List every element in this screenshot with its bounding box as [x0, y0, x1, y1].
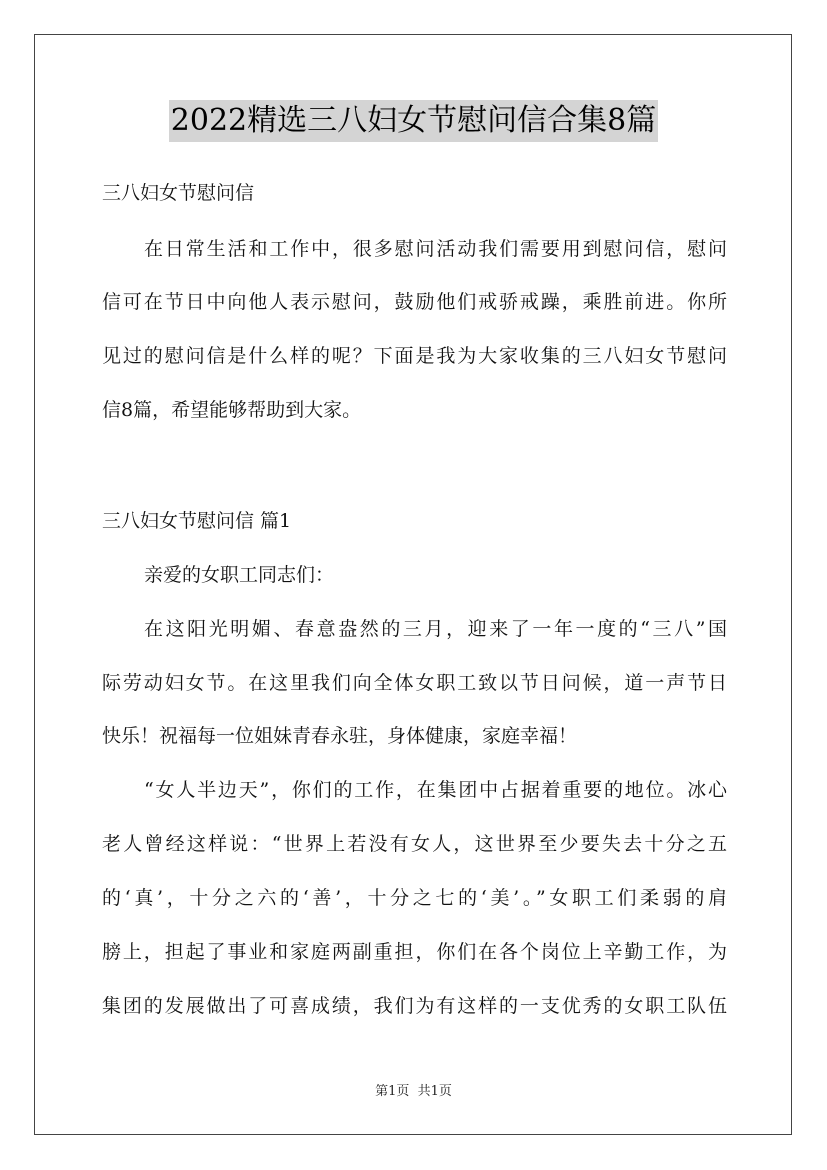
- intro-line: 在日常生活和工作中，很多慰问活动我们需要用到慰问信，慰问: [144, 238, 727, 260]
- section1-para2-line: 集团的发展做出了可喜成绩，我们为有这样的一支优秀的女职工队伍: [102, 995, 727, 1017]
- total-pages: 共1页: [417, 1084, 452, 1099]
- section1-para2-line: 膀上，担起了事业和家庭两副重担，你们在各个岗位上辛勤工作，为: [102, 941, 727, 963]
- document-title: [0, 100, 827, 142]
- section1-para2-line: 的‘真’，十分之六的‘善’，十分之七的‘美’。”女职工们柔弱的肩: [102, 887, 727, 909]
- section1-para1-line: 际劳动妇女节。在这里我们向全体女职工致以节日问候，道一声节日: [102, 672, 727, 694]
- document-title-text: 2022精选三八妇女节慰问信合集8篇: [169, 100, 658, 142]
- intro-line: 信8篇，希望能够帮助到大家。: [102, 399, 362, 421]
- intro-line: 信可在节日中向他人表示慰问，鼓励他们戒骄戒躁，乘胜前进。你所: [102, 291, 727, 313]
- section1-para1-line: 快乐！祝福每一位姐妹青春永驻，身体健康，家庭幸福！: [102, 725, 578, 747]
- intro-line: 见过的慰问信是什么样的呢？下面是我为大家收集的三八妇女节慰问: [102, 345, 727, 367]
- section1-para2-line: “女人半边天”，你们的工作，在集团中占据着重要的地位。冰心: [144, 779, 727, 801]
- page-footer: [0, 1083, 827, 1101]
- page-number: 第1页: [375, 1084, 410, 1099]
- section1-para1-line: 在这阳光明媚、春意盎然的三月，迎来了一年一度的“三八”国: [144, 618, 727, 640]
- intro-heading: 三八妇女节慰问信: [102, 182, 255, 204]
- section1-heading: 三八妇女节慰问信 篇1: [102, 510, 292, 532]
- section1-greeting: 亲爱的女职工同志们：: [144, 564, 335, 586]
- section1-para2-line: 老人曾经这样说：“世界上若没有女人，这世界至少要失去十分之五: [102, 833, 727, 855]
